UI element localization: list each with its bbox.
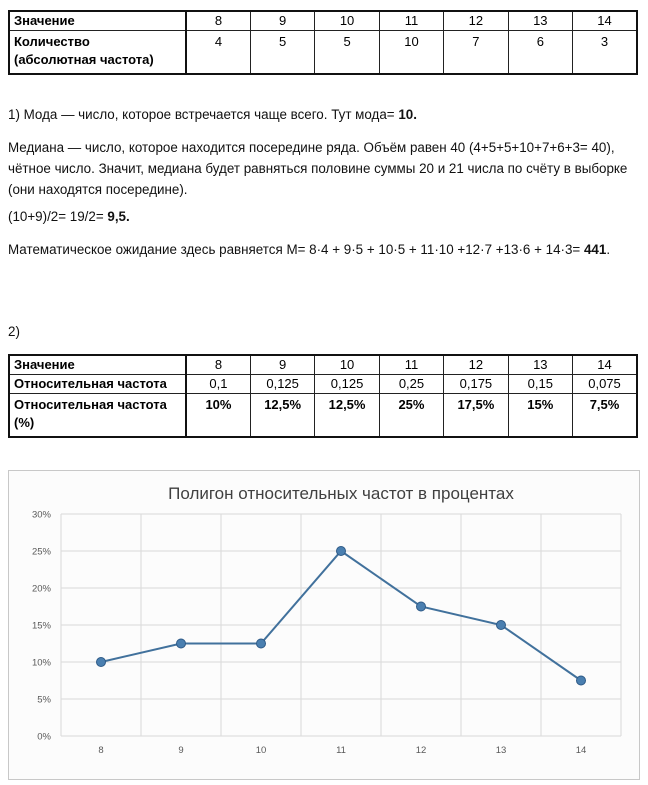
y-tick-label: 30% [31,509,51,521]
x-tick-label: 9 [178,745,184,756]
data-point [177,639,186,648]
mode-text: 1) Мода — число, которое встречается чаще всего. Тут мода= [8,107,399,122]
x-tick-label: 14 [575,745,587,756]
x-tick-label: 11 [336,745,346,756]
table-cell: 3 [573,31,637,75]
expectation-suffix: . [606,242,611,257]
value-header: Значение [9,355,186,375]
table-cell: 0,1 [186,375,250,394]
y-tick-label: 5% [37,694,51,706]
table-cell: 10 [315,355,379,375]
table-row [9,375,637,394]
table-cell: 0,075 [573,375,637,394]
table-cell: 11 [379,11,443,31]
table-cell: 0,25 [379,375,443,394]
section-2-label: 2) [8,324,20,339]
count-header-line1: Количество [14,34,90,49]
relative-frequency-header: Относительная частота [9,375,186,394]
table-cell: 9 [250,11,314,31]
table-cell: 8 [186,11,250,31]
median-calc-text: (10+9)/2= 19/2= [8,209,108,224]
median-value: 9,5. [107,209,130,224]
table-cell: 0,125 [250,375,314,394]
table-cell: 25% [379,394,443,438]
series-line [101,551,581,681]
data-point [417,602,426,611]
table-cell: 15% [508,394,572,438]
median-calc-paragraph [8,206,638,227]
y-tick-label: 0% [37,731,51,743]
table-cell: 12 [444,355,508,375]
chart-title: Полигон относительных частот в процентах [168,484,514,503]
count-header [9,31,186,75]
table-cell: 5 [250,31,314,75]
table-cell: 10% [186,394,250,438]
percent-header-line2: (%) [14,415,35,430]
value-header: Значение [9,11,186,31]
percent-header-line1: Относительная частота [14,397,167,412]
table-cell: 14 [573,355,637,375]
mode-value: 10. [398,107,417,122]
table-cell: 9 [250,355,314,375]
absolute-frequency-table [8,10,638,75]
y-tick-label: 20% [31,583,51,595]
table-cell: 14 [573,11,637,31]
table-cell: 0,125 [315,375,379,394]
chart-canvas [9,471,639,779]
y-tick-label: 25% [31,546,51,558]
data-point [497,621,506,630]
table-cell: 6 [508,31,572,75]
expectation-value: 441 [583,242,607,257]
table-cell: 7,5% [573,394,637,438]
table-cell: 17,5% [444,394,508,438]
y-tick-label: 10% [31,657,51,669]
expectation-text: Математическое ожидание здесь равняется M= 8·4 + 9·5 + 10·5 + 11·10 +12·7 +13·6 + 14·3= [8,242,584,257]
table-cell: 4 [186,31,250,75]
mode-paragraph [8,104,638,125]
table-row [9,355,637,375]
table-cell: 0,175 [444,375,508,394]
data-point [97,658,106,667]
expectation-paragraph [8,239,638,260]
relative-frequency-table [8,354,638,438]
table-cell: 8 [186,355,250,375]
table-cell: 13 [508,355,572,375]
x-tick-label: 12 [415,745,427,756]
table-cell: 10 [379,31,443,75]
data-point [257,639,266,648]
table-cell: 5 [315,31,379,75]
median-paragraph: Медиана — число, которое находится посередине ряда. Объём равен 40 (4+5+5+10+7+6+3= 40), чётное число. Значит, медиана будет равняться половине суммы 20 и 21 числа по счёту в выборке (они находятся посередине). [8,140,628,197]
percent-frequency-header [9,394,186,438]
table-cell: 12 [444,11,508,31]
table-cell: 13 [508,11,572,31]
frequency-polygon-chart [8,470,640,780]
x-tick-label: 13 [495,745,507,756]
table-cell: 12,5% [315,394,379,438]
x-tick-label: 10 [255,745,267,756]
table-cell: 10 [315,11,379,31]
table-row [9,11,637,31]
x-tick-label: 8 [98,745,104,756]
table-cell: 12,5% [250,394,314,438]
y-tick-label: 15% [31,620,51,632]
data-point [577,676,586,685]
data-point [337,547,346,556]
table-row [9,31,637,75]
table-cell: 0,15 [508,375,572,394]
table-row [9,394,637,438]
table-cell: 7 [444,31,508,75]
table-cell: 11 [379,355,443,375]
count-header-line2: (абсолютная частота) [14,52,154,67]
